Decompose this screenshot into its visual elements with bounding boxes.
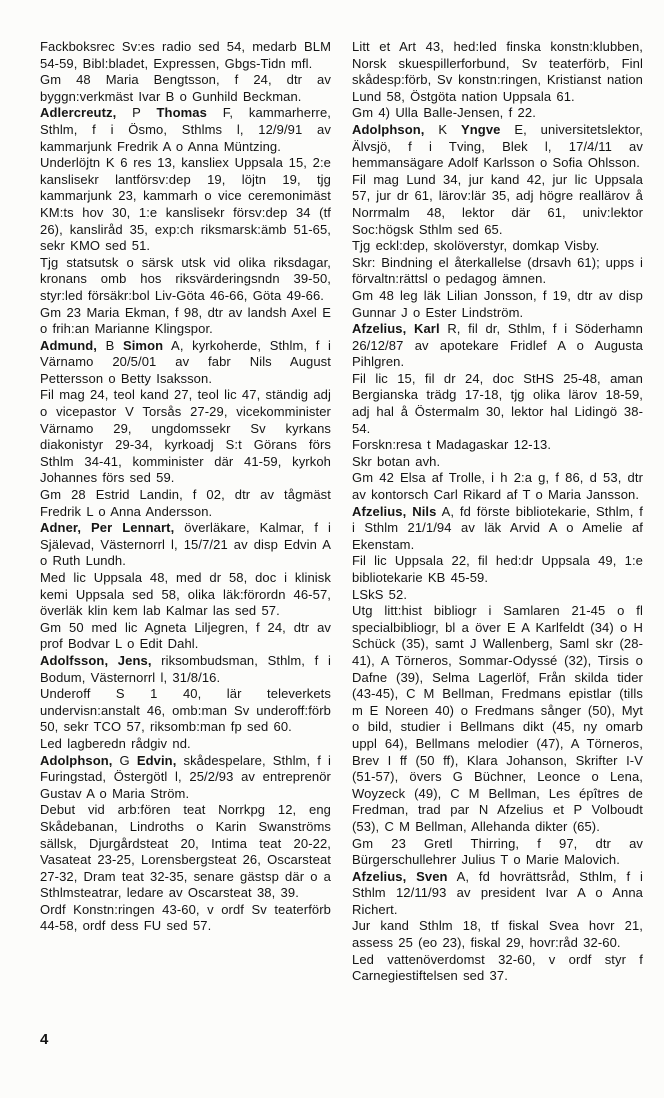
text-run: LSkS 52. xyxy=(352,586,408,602)
text-run: K xyxy=(424,121,461,137)
entry-name: Adolphson, xyxy=(352,121,425,137)
paragraph xyxy=(352,553,649,586)
paragraph xyxy=(40,487,337,520)
paragraph xyxy=(352,454,643,471)
paragraph xyxy=(40,901,337,935)
text-run: skådespelare, Sthlm, f i Furingstad, Östergötl l, 25/2/93 av entreprenör Gustav A o Maria Ström. xyxy=(40,752,337,801)
paragraph xyxy=(352,171,649,238)
entry-name: Afzelius, Sven xyxy=(352,868,448,884)
paragraph xyxy=(40,570,337,620)
text-run: Gm 50 med lic Agneta Liljegren, f 24, dtr av prof Bodvar L o Edit Dahl. xyxy=(40,619,337,652)
paragraph xyxy=(352,835,649,869)
entry-name: Adlercreutz, xyxy=(40,105,117,121)
paragraph xyxy=(352,39,649,105)
entry-name: Admund, xyxy=(40,337,98,353)
text-run: P xyxy=(116,105,157,121)
paragraph xyxy=(352,105,643,122)
text-run: Gm 23 Gretl Thirring, f 97, dtr av Bürgerschullehrer Julius T o Marie Malovich. xyxy=(352,835,649,868)
text-run: riksombudsman, Sthlm, f i Bodum, Västernorrl l, 31/8/16. xyxy=(40,652,337,685)
text-run: Gm 42 Elsa af Trolle, i h 2:a g, f 86, d 53, dtr av kontorsch Carl Rikard af T o Maria Jansson. xyxy=(352,470,649,503)
text-run: Tjg statsutsk o särsk utsk vid olika riksdagar, kronans omb hos riksvärderingsndn 39-50, styr:led försäkr:bol Liv-Göta 46-66, Göta 49-66. xyxy=(40,254,337,303)
paragraph xyxy=(40,802,337,902)
column-right xyxy=(352,39,649,985)
text-run: G xyxy=(112,752,137,768)
entry-name: Afzelius, Nils xyxy=(352,503,437,519)
text-run: Utg litt:hist bibliogr i Samlaren 21-45 o fl specialbibliogr, bl a över E A Karlfeldt (34) o H Schück (35), samt J Wallenberg, Saml skr (28-41), A Törneros, Sommar-Odyssé (32), Tirsis o Dafne (39), Selma Lagerlöf, Från skilda tider (43-45), C M Bellman, Fredmans epistlar (tills m E Noreen 40) o Fredmans sånger (50), Myt o bild, studier i Bellmans dikt (45, ny omarb uppl 64), Bellmans melodier (47), A Törneros, Brev I ff (50 ff), Klara Johanson, Skrifter I-V (51-57), övers G Büchner, Leonce o Lena, Woyzeck (49), C M Bellman, Les épîtres de Fredman, trad par N Afzelius et P Volboudt (53), C M Bellman, Allehanda dikter (65). xyxy=(352,603,649,834)
paragraph xyxy=(352,254,649,288)
text-run: A, kyrkoherde, Sthlm, f i Värnamo 20/5/01 av fabr Nils August Pettersson o Betty Isaksson. xyxy=(40,337,337,386)
text-run: Ordf Konstn:ringen 43-60, v ordf Sv teaterförb 44-58, ordf dess FU sed 57. xyxy=(40,901,337,934)
paragraph xyxy=(352,503,649,554)
text-run: Gm 48 leg läk Lilian Jonsson, f 19, dtr av disp Gunnar J o Ester Lindström. xyxy=(352,287,649,320)
text-run: Forskn:resa t Madagaskar 12-13. xyxy=(352,437,552,453)
paragraph xyxy=(40,619,337,653)
paragraph xyxy=(40,736,331,753)
paragraph xyxy=(352,287,649,321)
paragraph xyxy=(352,321,649,371)
text-run: Litt et Art 43, hed:led finska konstn:klubben, Norsk skuespillerforbund, Sv teaterförb, Finl skådesp:förb, Sv konstn:ringen, Kristianst nation Lund 58, Östgöta nation Uppsala 61. xyxy=(352,39,649,104)
paragraph xyxy=(40,105,337,155)
paragraph xyxy=(352,121,649,172)
entry-name: Adolphson, xyxy=(40,752,113,768)
paragraph xyxy=(40,254,337,305)
text-run: Fil lic Uppsala 22, fil hed:dr Uppsala 49, 1:e bibliotekarie KB 45-59. xyxy=(352,553,649,585)
paragraph xyxy=(40,304,337,338)
text-run: E, universitetslektor, Älvsjö, f i Tving, Blek l, 17/4/11 av hemmansägare Adolf Karlsson o Sofia Ohlsson. xyxy=(352,121,649,171)
paragraph xyxy=(40,652,337,686)
paragraph xyxy=(352,918,649,951)
text-run: Led lagberedn rådgiv nd. xyxy=(40,735,191,751)
paragraph xyxy=(40,337,337,388)
paragraph xyxy=(352,587,643,604)
paragraph xyxy=(40,686,337,736)
paragraph xyxy=(352,470,649,503)
entry-name: Adolfsson, Jens, xyxy=(40,652,152,668)
paragraph xyxy=(352,603,649,835)
entry-name: Adner, Per Lennart, xyxy=(40,520,175,536)
text-run: Skr botan avh. xyxy=(352,453,441,469)
text-run: Gm 28 Estrid Landin, f 02, dtr av tågmäst Fredrik L o Anna Andersson. xyxy=(40,487,337,519)
text-run: överläkare, Kalmar, f i Själevad, Västernorrl l, 15/7/21 av disp Edvin A o Ruth Lundh. xyxy=(40,520,337,569)
text-run: R, fil dr, Sthlm, f i Söderhamn 26/12/87 av apotekare Fridlef A o Augusta Pihlgren. xyxy=(352,321,649,370)
text-run: Skr: Bindning el återkallelse (drsavh 61); upps i förvaltn:rättsl o pedagog ämnen. xyxy=(352,254,649,287)
text-run: A, fd hovrättsråd, Sthlm, f i Sthlm 12/11/93 av president Ivar A o Anna Richert. xyxy=(352,868,649,917)
entry-name: Afzelius, Karl xyxy=(352,321,440,337)
text-run: Fackboksrec Sv:es radio sed 54, medarb BLM 54-59, Bibl:bladet, Expressen, Gbgs-Tidn mfl. xyxy=(40,39,337,71)
paragraph xyxy=(40,387,337,487)
paragraph xyxy=(40,155,337,255)
text-run: Gm 23 Maria Ekman, f 98, dtr av landsh Axel E o frih:an Marianne Klingspor. xyxy=(40,304,337,337)
entry-name: Yngve xyxy=(460,121,501,137)
text-run: Underoff S 1 40, lär televerkets undervisn:anstalt 46, omb:man Sv underoff:förb 50, sekr TCO 57, riksomb:man fp sed 60. xyxy=(40,686,337,735)
text-run: Fil mag 24, teol kand 27, teol lic 47, ständig adj o vicepastor V Torsås 27-29, vicekomminister Värnamo 29, ungdomssekr Sv kyrkans diakonistyr 29-34, kyrkoadj S:t Görans förs Sthlm 34-41, komminister där 41-59, kyrkoh Johannes förs sed 59. xyxy=(40,387,337,486)
paragraph xyxy=(352,868,649,919)
text-run: B xyxy=(97,337,123,353)
text-run: Fil lic 15, fil dr 24, doc StHS 25-48, aman Bergianska trädg 17-18, tjg olika lärov 18-59, adj hal å Östermalm 30, lektor hal Lidingö 38-54. xyxy=(352,370,649,436)
text-run: Tjg eckl:dep, skolöverstyr, domkap Visby. xyxy=(352,238,600,254)
text-run: A, fd förste bibliotekarie, Sthlm, f i Sthlm 21/1/94 av läk Arvid A o Amelie af Ekenstam. xyxy=(352,503,649,552)
entry-name: Edvin, xyxy=(136,752,177,768)
entry-name: Thomas xyxy=(156,105,207,121)
paragraph xyxy=(352,951,649,985)
paragraph xyxy=(40,752,337,803)
paragraph xyxy=(352,437,643,454)
text-run: Debut vid arb:fören teat Norrkpg 12, eng Skådebanan, Lindroths o Karin Swanströms sällsk, Djurgårdsteat 20, Intima teat 20-22, Vasateat 23-25, Lorensbergsteat 26, Oscarsteat 27-32, Dram teat 32-35, senare gästsp där o a Sthlmsteatrar, ledare av Oscarsteat 38, 39. xyxy=(40,802,337,901)
text-run: Underlöjtn K 6 res 13, kansliex Uppsala 15, 2:e kanslisekr lantförsv:dep 19, löjtn 19, tjg kammarjunk 23, kammarh o vice ceremonimäst KM:ts hov 30, 1:e kanslisekr försv:dep 34 (tf 26), kansliråd 35, exp:ch riksmarsk:ämb 51-65, sekr KMO sed 51. xyxy=(40,155,337,254)
paragraph xyxy=(40,520,337,570)
text-run: Gm 4) Ulla Balle-Jensen, f 22. xyxy=(352,105,536,121)
paragraph xyxy=(352,238,643,255)
paragraph xyxy=(40,72,337,105)
text-run: Jur kand Sthlm 18, tf fiskal Svea hovr 21, assess 25 (eo 23), fiskal 29, hovr:råd 32-60. xyxy=(352,918,649,951)
paragraph xyxy=(352,370,649,437)
paragraph xyxy=(40,39,337,72)
column-left xyxy=(40,39,337,935)
text-run: Led vattenöverdomst 32-60, v ordf styr f Carnegiestiftelsen sed 37. xyxy=(352,951,649,984)
page-number: 4 xyxy=(40,1031,49,1048)
entry-name: Simon xyxy=(122,337,164,353)
text-run: Med lic Uppsala 48, med dr 58, doc i klinisk kemi Uppsala sed 58, olika läk:förordn 46-57, överläk klin kem lab Kalmar las sed 57. xyxy=(40,570,337,619)
text-run: Fil mag Lund 34, jur kand 42, jur lic Uppsala 57, jur dr 61, lärov:lär 35, adj högre reallärov å Norrmalm 48, lektor där 61, univ:lektor Soc:högsk Sthlm sed 65. xyxy=(352,171,649,237)
text-run: F, kammarherre, Sthlm, f i Ösmo, Sthlms l, 12/9/91 av kammarjunk Fredrik A o Anna Müntzing. xyxy=(40,105,337,154)
text-run: Gm 48 Maria Bengtsson, f 24, dtr av byggn:verkmäst Ivar B o Gunhild Beckman. xyxy=(40,72,337,104)
